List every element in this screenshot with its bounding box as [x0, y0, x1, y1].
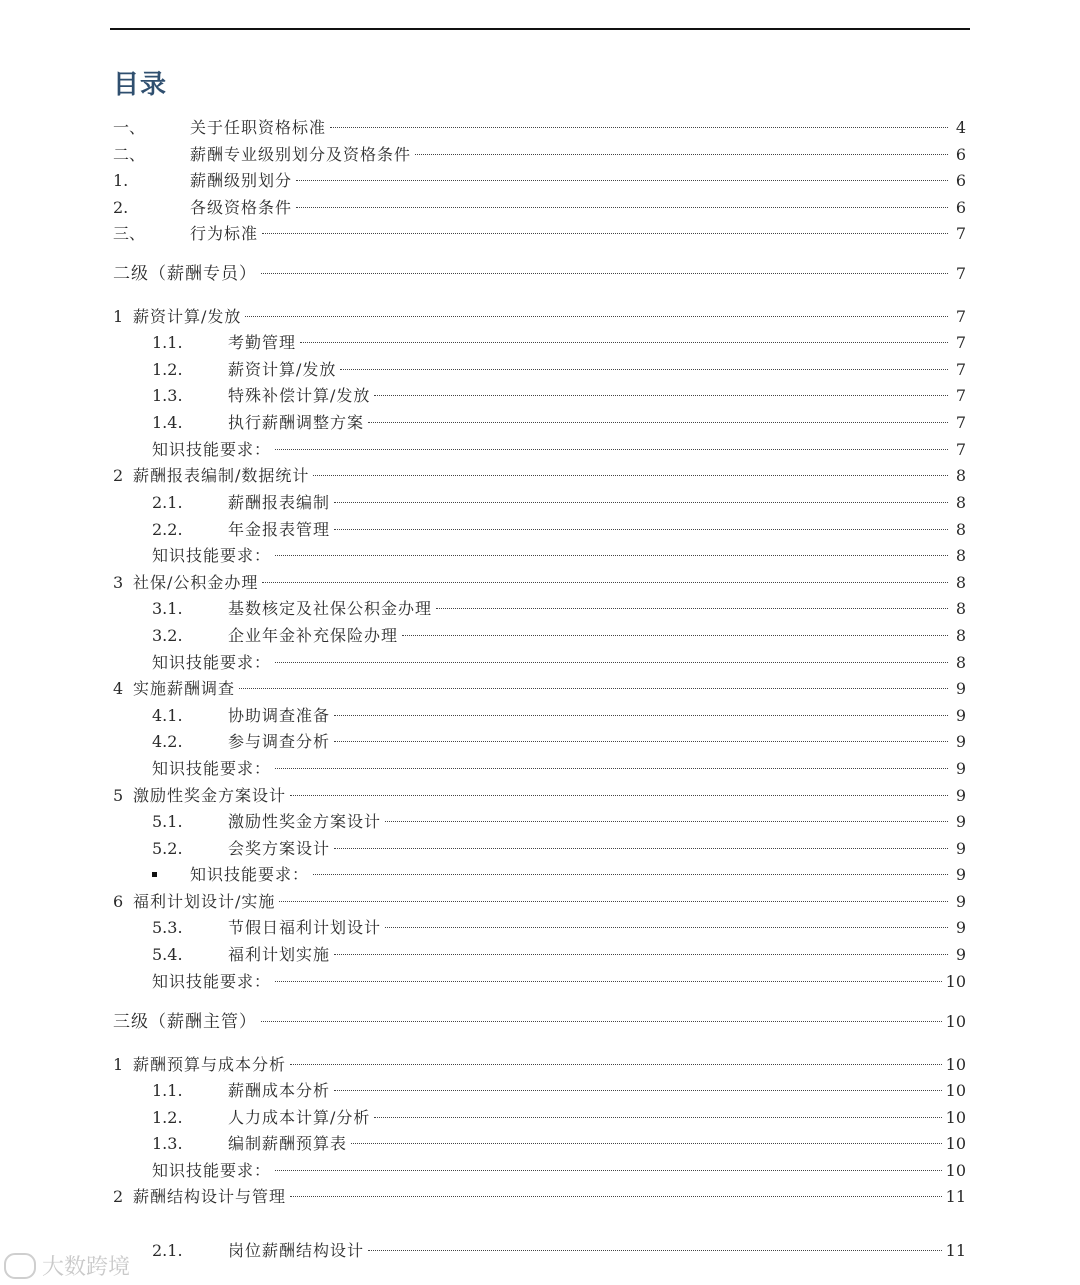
toc-leader-dots: [262, 233, 948, 234]
toc-leader-dots: [275, 555, 948, 556]
toc-entry[interactable]: [152, 543, 966, 569]
toc-entry-number: 2.1.: [152, 1241, 183, 1260]
toc-entry-label: 知识技能要求：: [152, 759, 272, 778]
toc-page-number: 9: [955, 679, 966, 698]
watermark-text: 大数跨境: [42, 1255, 131, 1280]
toc-entry-label: 实施薪酬调查: [133, 679, 236, 698]
toc-page-number: 8: [955, 626, 966, 645]
toc-entry-label: 知识技能要求：: [152, 1161, 272, 1180]
toc-leader-dots: [290, 1196, 942, 1197]
toc-entry-number: 1.1.: [152, 333, 183, 352]
toc-entry-label: 行为标准: [190, 224, 259, 243]
toc-entry-number: 4.1.: [152, 706, 183, 725]
toc-page-number: 9: [955, 786, 966, 805]
toc-entry-number: 1.4.: [152, 413, 183, 432]
toc-page-number: 10: [945, 1134, 966, 1153]
toc-entry-label: 特殊补偿计算/发放: [228, 386, 371, 405]
toc-entry[interactable]: [152, 623, 966, 649]
toc-page-number: 7: [955, 264, 966, 283]
toc-entry-number: 二、: [113, 145, 146, 164]
toc-leader-dots: [275, 768, 948, 769]
toc-leader-dots: [351, 1143, 942, 1144]
toc-entry[interactable]: [152, 756, 966, 782]
toc-page-number: 6: [955, 145, 966, 164]
toc-entry-label: 企业年金补充保险办理: [228, 626, 399, 645]
toc-entry[interactable]: [152, 915, 966, 941]
toc-page-number: 7: [955, 224, 966, 243]
toc-entry[interactable]: [152, 1078, 966, 1104]
toc-leader-dots: [334, 529, 948, 530]
toc-entry-number: 一、: [113, 118, 146, 137]
toc-leader-dots: [279, 901, 948, 902]
toc-page-number: 9: [955, 918, 966, 937]
toc-entry[interactable]: [152, 357, 966, 383]
toc-entry[interactable]: [113, 1184, 966, 1210]
toc-page-number: 9: [955, 732, 966, 751]
toc-entry-label: 知识技能要求：: [152, 972, 272, 991]
toc-entry-number: 1.3.: [152, 1134, 183, 1153]
toc-entry-label: 三级（薪酬主管）: [113, 1012, 257, 1032]
toc-entry[interactable]: [152, 836, 966, 862]
toc-entry-label: 薪酬结构设计与管理: [133, 1187, 287, 1206]
toc-leader-dots: [374, 395, 948, 396]
toc-leader-dots: [275, 449, 948, 450]
toc-leader-dots: [313, 874, 948, 875]
toc-entry-label: 薪酬报表编制: [228, 493, 331, 512]
toc-entry-number: 2: [113, 466, 124, 485]
toc-leader-dots: [385, 821, 948, 822]
toc-entry-label: 年金报表管理: [228, 520, 331, 539]
toc-entry-label: 考勤管理: [228, 333, 297, 352]
toc-entry[interactable]: [152, 330, 966, 356]
toc-entry-label: 薪酬预算与成本分析: [133, 1055, 287, 1074]
toc-entry-label: 岗位薪酬结构设计: [228, 1241, 365, 1260]
toc-entry-label: 基数核定及社保公积金办理: [228, 599, 433, 618]
toc-entry[interactable]: [152, 437, 966, 463]
toc-page-number: 10: [945, 1012, 966, 1031]
toc-entry-label: 薪资计算/发放: [133, 307, 242, 326]
toc-leader-dots: [330, 127, 948, 128]
toc-entry-number: 3.1.: [152, 599, 183, 618]
toc-page-number: 8: [955, 493, 966, 512]
toc-page-number: 9: [955, 892, 966, 911]
toc-entry-number: 1.2.: [152, 360, 183, 379]
toc-entry-label: 执行薪酬调整方案: [228, 413, 365, 432]
toc-page-number: 7: [955, 360, 966, 379]
toc-leader-dots: [402, 635, 948, 636]
toc-leader-dots: [239, 688, 948, 689]
toc-entry-number: 4: [113, 679, 124, 698]
top-rule: [110, 28, 970, 30]
toc-leader-dots: [385, 927, 948, 928]
toc-page-number: 7: [955, 333, 966, 352]
toc-entry-label: 薪酬成本分析: [228, 1081, 331, 1100]
toc-leader-dots: [415, 154, 948, 155]
toc-entry-label: 关于任职资格标准: [190, 118, 327, 137]
toc-entry[interactable]: [113, 115, 966, 141]
toc-entry-label: 知识技能要求：: [152, 440, 272, 459]
toc-entry-label: 福利计划实施: [228, 945, 331, 964]
toc-leader-dots: [374, 1117, 941, 1118]
toc-entry[interactable]: [152, 809, 966, 835]
toc-entry-number: 1.3.: [152, 386, 183, 405]
toc-entry-number: 2.: [113, 198, 129, 217]
toc-entry[interactable]: [113, 889, 966, 915]
toc-entry-label: 薪酬专业级别划分及资格条件: [190, 145, 412, 164]
toc-page-number: 11: [945, 1241, 966, 1260]
toc-entry[interactable]: [152, 729, 966, 755]
toc-entry[interactable]: [152, 1131, 966, 1157]
toc-entry-number: 2.1.: [152, 493, 183, 512]
toc-leader-dots: [313, 475, 948, 476]
toc-page-number: 6: [955, 198, 966, 217]
toc-entry[interactable]: [152, 969, 966, 995]
toc-entry[interactable]: [113, 304, 966, 330]
toc-leader-dots: [275, 1170, 942, 1171]
toc-entry-label: 人力成本计算/分析: [228, 1108, 371, 1127]
toc-entry[interactable]: [152, 862, 966, 888]
toc-leader-dots: [334, 715, 948, 716]
page-title: 目录: [113, 70, 168, 100]
toc-leader-dots: [296, 207, 948, 208]
toc-entry-label: 各级资格条件: [190, 198, 293, 217]
bullet-icon: [152, 872, 157, 877]
toc-page-number: 8: [955, 573, 966, 592]
toc-leader-dots: [245, 316, 948, 317]
toc-entry-label: 二级（薪酬专员）: [113, 264, 257, 284]
toc-leader-dots: [368, 422, 948, 423]
toc-leader-dots: [262, 582, 948, 583]
toc-entry[interactable]: [152, 1238, 966, 1264]
toc-page-number: 6: [955, 171, 966, 190]
toc-entry-label: 编制薪酬预算表: [228, 1134, 348, 1153]
toc-entry-number: 2: [113, 1187, 124, 1206]
toc-entry-label: 激励性奖金方案设计: [133, 786, 287, 805]
toc-entry-number: 三、: [113, 224, 146, 243]
toc-entry[interactable]: [152, 703, 966, 729]
toc-leader-dots: [290, 795, 948, 796]
toc-entry-number: 5.2.: [152, 839, 183, 858]
toc-entry[interactable]: [152, 1105, 966, 1131]
toc-entry[interactable]: [152, 1158, 966, 1184]
toc-page-number: 10: [945, 1055, 966, 1074]
toc-entry-number: 4.2.: [152, 732, 183, 751]
toc-entry-label: 激励性奖金方案设计: [228, 812, 382, 831]
toc-entry[interactable]: [113, 195, 966, 221]
toc-page-number: 10: [945, 1161, 966, 1180]
toc-entry-number: 1.: [113, 171, 129, 190]
toc-leader-dots: [334, 848, 948, 849]
toc-entry[interactable]: [113, 142, 966, 168]
toc-leader-dots: [261, 1021, 942, 1022]
toc-page-number: 7: [955, 440, 966, 459]
toc-entry[interactable]: [113, 463, 966, 489]
toc-leader-dots: [300, 342, 948, 343]
toc-page-number: 9: [955, 865, 966, 884]
toc-page-number: 7: [955, 413, 966, 432]
toc-entry-number: 1.2.: [152, 1108, 183, 1127]
toc-entry[interactable]: [113, 676, 966, 702]
toc-page-number: 9: [955, 759, 966, 778]
toc-leader-dots: [334, 502, 948, 503]
toc-entry[interactable]: [152, 490, 966, 516]
toc-entry-label: 薪酬级别划分: [190, 171, 293, 190]
toc-entry-label: 薪酬报表编制/数据统计: [133, 466, 310, 485]
toc-entry-label: 知识技能要求：: [152, 546, 272, 565]
toc-section-heading[interactable]: [113, 1009, 966, 1035]
toc-entry-number: 1: [113, 307, 124, 326]
toc-page-number: 8: [955, 653, 966, 672]
toc-page-number: 8: [955, 546, 966, 565]
toc-entry-label: 协助调查准备: [228, 706, 331, 725]
toc-entry[interactable]: [152, 596, 966, 622]
toc-leader-dots: [275, 981, 942, 982]
toc-leader-dots: [340, 369, 948, 370]
toc-page-number: 8: [955, 599, 966, 618]
toc-leader-dots: [436, 608, 948, 609]
toc-entry-number: 5: [113, 786, 124, 805]
toc-entry[interactable]: [113, 570, 966, 596]
toc-entry[interactable]: [113, 168, 966, 194]
toc-entry[interactable]: [152, 942, 966, 968]
toc-entry-label: 知识技能要求：: [152, 653, 272, 672]
toc-leader-dots: [334, 741, 948, 742]
toc-entry[interactable]: [113, 1052, 966, 1078]
toc-entry-number: 5.1.: [152, 812, 183, 831]
toc-entry-number: 6: [113, 892, 124, 911]
toc-page-number: 7: [955, 307, 966, 326]
watermark: [4, 1250, 130, 1281]
toc-entry-label: 福利计划设计/实施: [133, 892, 276, 911]
toc-entry[interactable]: [152, 410, 966, 436]
toc-entry-label: 薪资计算/发放: [228, 360, 337, 379]
toc-entry-label: 参与调查分析: [228, 732, 331, 751]
toc-page-number: 10: [945, 972, 966, 991]
toc-entry-number: 3.2.: [152, 626, 183, 645]
toc-entry[interactable]: [152, 650, 966, 676]
toc-leader-dots: [290, 1064, 942, 1065]
toc-page-number: 8: [955, 466, 966, 485]
toc-page-number: 8: [955, 520, 966, 539]
toc-entry-label: 会奖方案设计: [228, 839, 331, 858]
toc-entry[interactable]: [152, 517, 966, 543]
toc-page-number: 10: [945, 1081, 966, 1100]
watermark-logo-icon: [4, 1253, 36, 1279]
toc-entry-label: 知识技能要求：: [190, 865, 310, 884]
toc-entry-number: 2.2.: [152, 520, 183, 539]
toc-page-number: 9: [955, 945, 966, 964]
toc-page-number: 9: [955, 706, 966, 725]
toc-leader-dots: [296, 180, 948, 181]
toc-entry-number: 3: [113, 573, 124, 592]
toc-entry[interactable]: [113, 221, 966, 247]
toc-page-number: 11: [945, 1187, 966, 1206]
toc-leader-dots: [261, 273, 948, 274]
toc-page-number: 9: [955, 839, 966, 858]
toc-entry[interactable]: [113, 783, 966, 809]
toc-leader-dots: [368, 1250, 942, 1251]
toc-entry-number: 1: [113, 1055, 124, 1074]
toc-entry-label: 节假日福利计划设计: [228, 918, 382, 937]
toc-page-number: 4: [955, 118, 966, 137]
toc-leader-dots: [334, 1090, 942, 1091]
toc-entry-number: 5.3.: [152, 918, 183, 937]
toc-page-number: 9: [955, 812, 966, 831]
toc-entry-number: 5.4.: [152, 945, 183, 964]
toc-leader-dots: [275, 662, 948, 663]
toc-section-heading[interactable]: [113, 261, 966, 287]
toc-page-number: 10: [945, 1108, 966, 1127]
toc-leader-dots: [334, 954, 948, 955]
toc-entry-label: 社保/公积金办理: [133, 573, 259, 592]
toc-entry-number: 1.1.: [152, 1081, 183, 1100]
toc-page-number: 7: [955, 386, 966, 405]
toc-entry[interactable]: [152, 383, 966, 409]
